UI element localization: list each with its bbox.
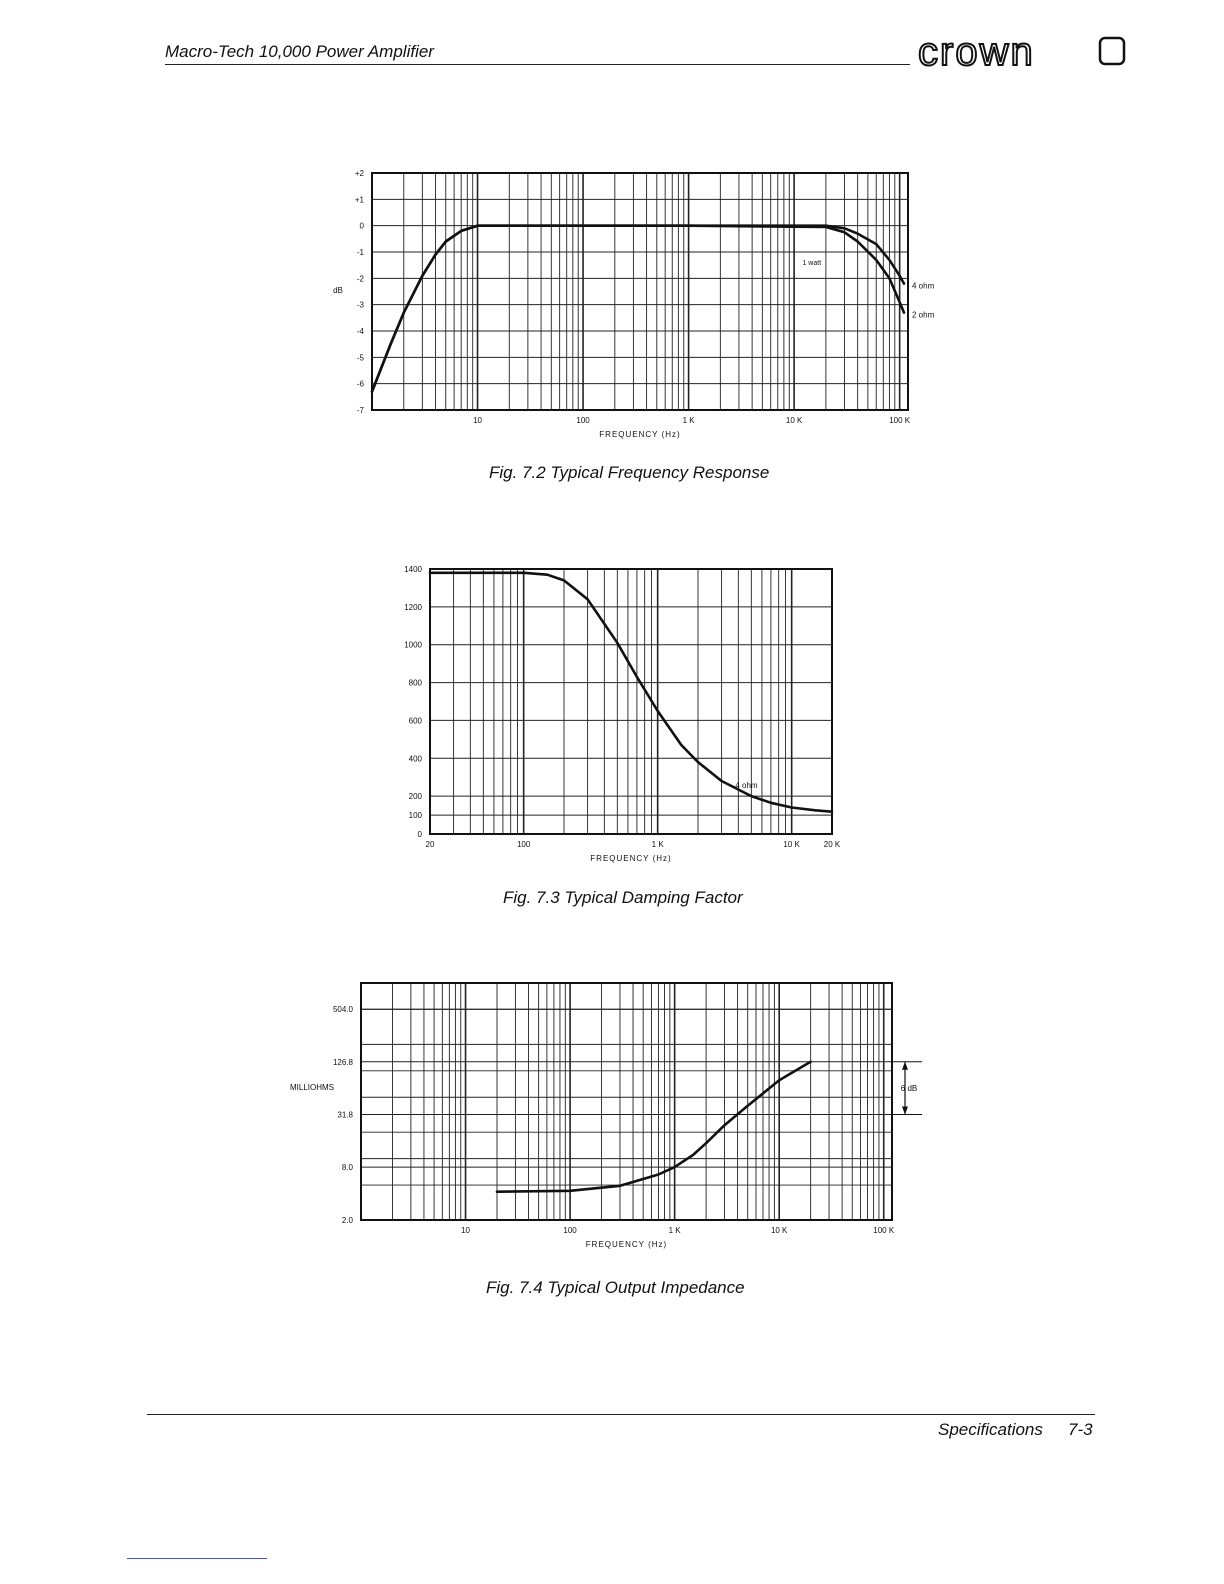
x-tick-label: 100 K [889,416,911,425]
caption-fig-7-2: Fig. 7.2 Typical Frequency Response [489,463,770,482]
series-label: 4 ohm [735,781,758,791]
series-line-4-ohm [372,226,904,392]
y-tick-label: -1 [356,248,364,257]
y-tick-label: 1400 [404,565,422,574]
x-tick-label: 100 [576,416,590,425]
arrow-down-icon [902,1107,908,1115]
y-tick-label: 504.0 [332,1005,353,1015]
y-axis-label: dB [333,286,343,295]
footer-page-number: 7-3 [1068,1420,1093,1439]
series-line-2-ohm [372,226,904,392]
y-tick-label: 2.0 [341,1216,353,1225]
y-tick-label: +2 [354,169,364,178]
y-tick-label: -4 [356,327,364,336]
y-tick-label: 31.8 [337,1110,353,1120]
x-tick-label: 1 K [682,416,695,425]
bottom-link-rule [127,1558,267,1559]
annotation-label: 1 watt [802,260,822,268]
y-tick-label: 800 [408,678,422,688]
y-tick-label: 0 [417,830,422,839]
x-tick-label: 10 K [770,1226,788,1235]
y-tick-label: 8.0 [341,1163,353,1173]
series-label: 2 ohm [912,310,935,320]
y-tick-label: 400 [408,754,422,764]
x-tick-label: 20 K [823,840,841,849]
x-tick-label: 10 [461,1226,470,1235]
caption-fig-7-3: Fig. 7.3 Typical Damping Factor [503,888,743,907]
y-tick-label: -2 [356,274,364,284]
x-tick-label: 1 K [651,840,664,849]
y-axis-label: MILLIOHMS [289,1083,335,1092]
x-tick-label: 10 K [783,840,800,849]
x-tick-label: 100 [516,840,531,849]
y-tick-label: 126.8 [332,1057,353,1067]
bracket-label: 6 dB [900,1084,918,1094]
caption-fig-7-4: Fig. 7.4 Typical Output Impedance [486,1278,745,1297]
y-tick-label: 1000 [404,640,422,650]
plot-frame [361,983,892,1220]
x-tick-label: 1 K [668,1226,681,1235]
x-axis-label: FREQUENCY (Hz) [590,854,672,863]
y-tick-label: -3 [356,300,364,310]
y-tick-label: 0 [359,221,364,231]
y-tick-label: -5 [356,353,364,363]
x-tick-label: 10 [473,416,482,425]
y-tick-label: +1 [354,195,364,205]
y-tick-label: 1200 [404,602,422,612]
crown-logo-text: crown [918,32,1035,70]
header-rule [165,64,910,65]
y-tick-label: 200 [408,792,422,802]
x-tick-label: 20 [425,840,435,849]
x-axis-label: FREQUENCY (Hz) [599,430,681,439]
header-title: Macro-Tech 10,000 Power Amplifier [165,42,434,61]
crown-emblem-icon [1100,38,1124,64]
arrow-up-icon [902,1062,908,1070]
y-tick-label: -7 [356,406,364,415]
series-line-4-ohm [430,573,832,812]
x-tick-label: 100 [563,1226,577,1235]
footer-rule [147,1414,1095,1415]
series-label: 4 ohm [912,281,935,291]
footer-section-title: Specifications [938,1420,1043,1439]
y-tick-label: 100 [408,811,422,821]
x-tick-label: 100 K [873,1226,895,1235]
plot-frame [372,173,908,410]
plot-frame [430,569,832,834]
x-axis-label: FREQUENCY (Hz) [585,1240,668,1249]
crown-logo [918,32,1128,70]
y-tick-label: -6 [356,379,364,389]
y-tick-label: 600 [408,716,422,726]
series-line-curve [497,1062,811,1192]
x-tick-label: 10 K [785,416,803,425]
